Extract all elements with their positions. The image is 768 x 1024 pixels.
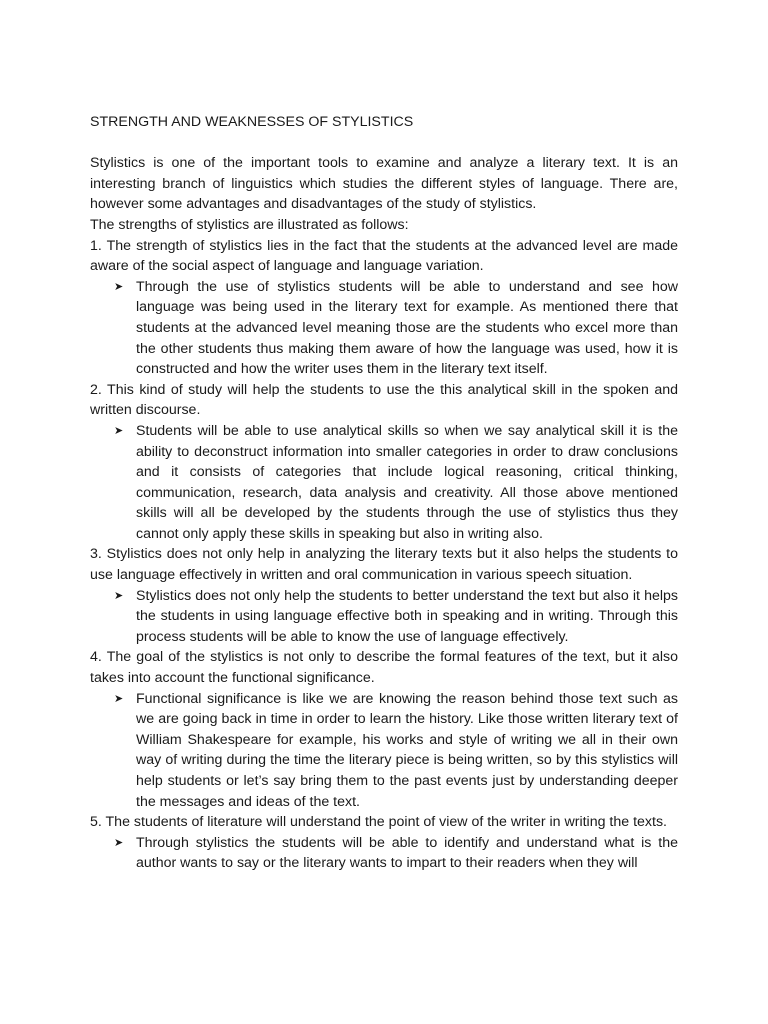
- strength-detail-1: [114, 277, 678, 380]
- strength-point-1: 1. The strength of stylistics lies in the fact that the students at the advanced level are made aware of the social aspect of language and language variation.: [90, 237, 678, 275]
- strength-point-3: 3. Stylistics does not only help in analyzing the literary texts but it also helps the students to use language effectively in written and oral communication in various speech situation.: [90, 546, 678, 584]
- strength-detail-4: [114, 689, 678, 813]
- arrow-bullet-icon: ➤: [114, 692, 124, 705]
- document-title: STRENGTH AND WEAKNESSES OF STYLISTICS: [90, 114, 414, 130]
- strength-detail-text: Functional significance is like we are knowing the reason behind those text such as we are going back in time in order to learn the history. Like those written literary text of William Shakespeare for example, his works and style of writing we all in their own way of writing during the time the literary piece is being written, so by this stylistics will help students or let’s say bring them to the past events just by understanding deeper the messages and ideas of the text.: [136, 690, 678, 810]
- strength-detail-text: Stylistics does not only help the students to better understand the text but also it helps the students in using language effective both in speaking and in writing. Through this process students will be able to know the use of language effectively.: [136, 587, 678, 645]
- strength-detail-5: [114, 833, 678, 874]
- strength-detail-2: [114, 421, 678, 545]
- document-page: [90, 112, 678, 874]
- strength-point-2: 2. This kind of study will help the students to use the this analytical skill in the spoken and written discourse.: [90, 381, 678, 419]
- strength-detail-3: [114, 586, 678, 648]
- arrow-bullet-icon: ➤: [114, 424, 124, 437]
- strength-detail-text: Through the use of stylistics students will be able to understand and see how language was being used in the literary text for example. As mentioned there that students at the advanced level meaning those are the students who excel more than the other students thus making them aware of how the language was used, how it is constructed and how the writer uses them in the literary text itself.: [136, 278, 678, 378]
- strength-detail-text: Students will be able to use analytical skills so when we say analytical skill it is the ability to deconstruct information into smaller categories in order to draw conclusions and it consists of categories that include logical reasoning, critical thinking, communication, research, data analysis and creativity. All those above mentioned skills will all be developed by the students through the use of stylistics thus they cannot only apply these skills in speaking but also in writing also.: [136, 422, 678, 542]
- arrow-bullet-icon: ➤: [114, 589, 124, 602]
- strength-point-5: 5. The students of literature will understand the point of view of the writer in writing the texts.: [90, 814, 667, 831]
- strength-point-4: 4. The goal of the stylistics is not only to describe the formal features of the text, but it also takes into account the functional significance.: [90, 649, 678, 687]
- arrow-bullet-icon: ➤: [114, 280, 124, 293]
- strengths-heading: The strengths of stylistics are illustrated as follows:: [90, 216, 409, 233]
- intro-paragraph: Stylistics is one of the important tools to examine and analyze a literary text. It is an interesting branch of linguistics which studies the different styles of language. There are, however some advantages and disadvantages of the study of stylistics.: [90, 155, 678, 213]
- arrow-bullet-icon: ➤: [114, 836, 124, 849]
- strength-detail-text: Through stylistics the students will be able to identify and understand what is the author wants to say or the literary wants to impart to their readers when they will: [136, 834, 678, 872]
